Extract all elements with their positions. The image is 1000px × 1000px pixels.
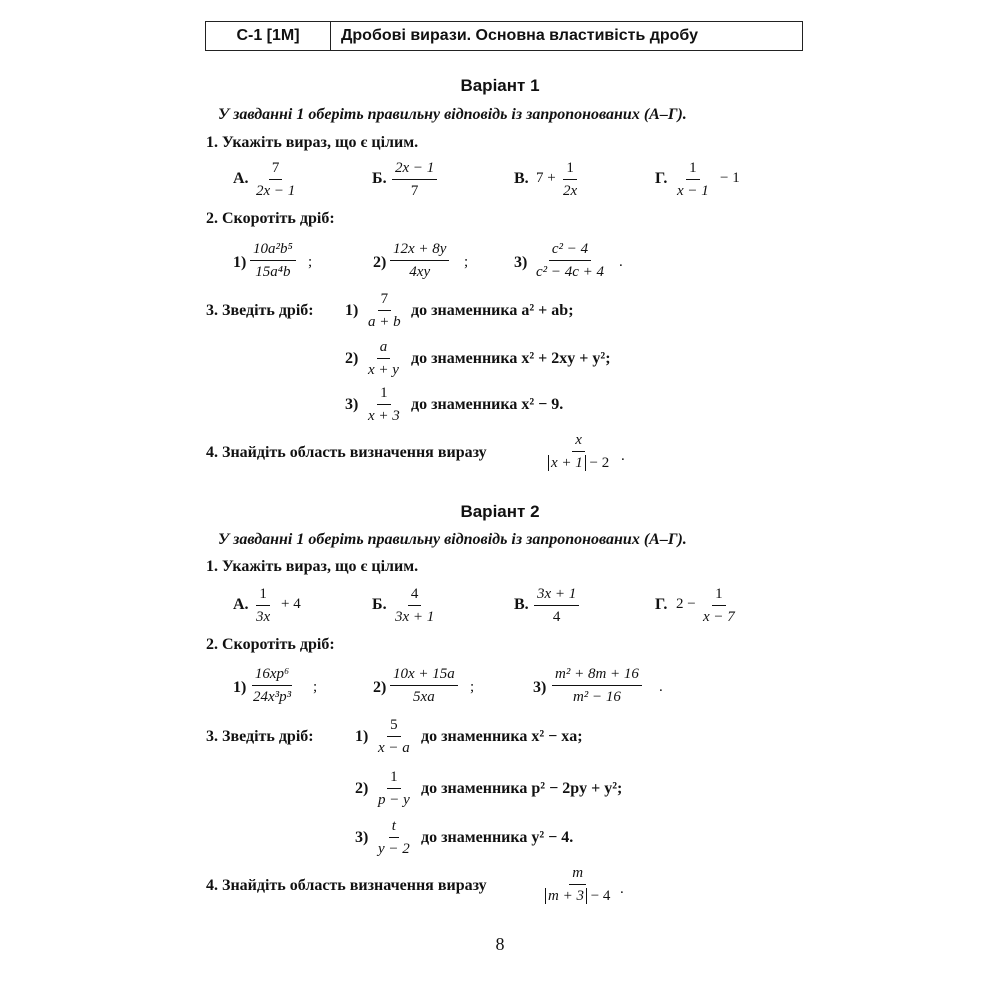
v1-t3-item1-text: до знаменника a² + ab;: [411, 302, 574, 319]
v2-instruction: У завданні 1 оберіть правильну відповідь із запропонованих (А–Г).: [218, 531, 687, 548]
v2-t2-item3-fraction: $\frac{\text{m² + 8m + 16}}{\text{m² − 16}}$: [552, 667, 642, 705]
v1-option-d-label: Г.: [655, 170, 668, 187]
v2-task3-label: 3. Зведіть дріб:: [206, 728, 314, 745]
v1-t2-item2-label: 2): [373, 254, 387, 271]
v2-t3-item3-label: 3): [355, 829, 369, 846]
v1-option-b-fraction: $\frac{2x - 1}{7}$: [392, 161, 437, 199]
v2-t4-abs-value: m + 3: [545, 888, 587, 904]
v2-option-a-fraction: $\frac{1}{3x}$: [256, 586, 271, 625]
v2-task4-label: 4. Знайдіть область визначення виразу: [206, 877, 487, 894]
v1-option-d-fraction: $\frac{1}{x - 1}$: [677, 160, 709, 199]
v2-t2-item1-label: 1): [233, 679, 247, 696]
v2-option-b-fraction: $\frac{4}{3x + 1}$: [395, 586, 435, 625]
v1-t3-item1-fraction: $\frac{7}{a + b}$: [368, 291, 401, 330]
v1-t2-item3-fraction: $\frac{\text{c² − 4}}{\text{c² − 4c + 4}}$: [536, 241, 605, 280]
v2-t2-item1-punct: ;: [313, 679, 318, 695]
v2-t2-item2-fraction: $\frac{10x + 15a}{5xa}$: [390, 667, 458, 705]
v1-option-b-label: Б.: [372, 170, 387, 187]
v2-option-a-label: А.: [233, 596, 249, 613]
v2-t3-item1-label: 1): [355, 728, 369, 745]
v1-t3-item2-fraction: $\frac{a}{x + y}$: [368, 339, 399, 378]
v2-t2-item2-label: 2): [373, 679, 387, 696]
v1-t2-item1-fraction: $\frac{\text{10a²b⁵}}{\text{15a⁴b}}$: [250, 242, 296, 280]
v2-task1-label: 1. Укажіть вираз, що є цілим.: [206, 558, 419, 575]
v1-option-a-label: А.: [233, 170, 249, 187]
v1-task1-label: 1. Укажіть вираз, що є цілим.: [206, 134, 419, 151]
v1-t2-item1-label: 1): [233, 254, 247, 271]
v1-t2-item1-punct: ;: [308, 254, 313, 270]
v1-task3-label: 3. Зведіть дріб:: [206, 302, 314, 319]
v1-option-c-prefix: 7 +: [536, 170, 556, 186]
v2-option-c-fraction: $\frac{3x + 1}{4}$: [534, 587, 579, 625]
section-title: Дробові вирази. Основна властивість дробу: [341, 27, 698, 44]
v1-t3-item3-label: 3): [345, 396, 359, 413]
v2-option-d-prefix: 2 −: [676, 596, 696, 612]
v2-t3-item1-fraction: $\frac{5}{x - a}$: [378, 717, 410, 756]
v2-t2-item1-fraction: $\frac{\text{16xp⁶}}{\text{24x³p³}}$: [253, 666, 292, 705]
v1-option-d-suffix: − 1: [720, 170, 740, 186]
v2-t3-item2-fraction: $\frac{1}{p - y}$: [378, 769, 410, 808]
v2-t3-item3-text: до знаменника y² − 4.: [421, 829, 574, 846]
v1-option-c-label: В.: [514, 170, 529, 187]
v1-instruction: У завданні 1 оберіть правильну відповідь із запропонованих (А–Г).: [218, 106, 687, 123]
v1-t3-item2-text: до знаменника x² + 2xy + y²;: [411, 350, 611, 367]
v2-t2-item3-label: 3): [533, 679, 547, 696]
v1-t2-item3-label: 3): [514, 254, 528, 271]
v2-t3-item1-text: до знаменника x² − xa;: [421, 728, 583, 745]
v2-option-a-suffix: + 4: [281, 596, 301, 612]
v1-t2-item3-punct: .: [619, 254, 623, 270]
v2-option-d-label: Г.: [655, 596, 668, 613]
v2-t4-punct: .: [620, 881, 624, 897]
variant-1-title: Варіант 1: [460, 76, 540, 95]
v2-task2-label: 2. Скоротіть дріб:: [206, 636, 335, 653]
v2-option-d-fraction: $\frac{1}{x - 7}$: [703, 586, 735, 625]
v2-t2-item2-punct: ;: [470, 679, 475, 695]
v1-t4-fraction: $\frac{x}{x + 1 - 2}$: [545, 433, 612, 471]
section-code: С-1 [1М]: [206, 22, 331, 50]
v1-t3-item1-label: 1): [345, 302, 359, 319]
section-header: [205, 21, 803, 51]
v1-t4-abs-value: x + 1: [548, 455, 586, 471]
v2-t3-item3-fraction: $\frac{t}{y - 2}$: [378, 818, 410, 857]
v1-option-a-fraction: $\frac{7}{2x - 1}$: [256, 160, 296, 199]
v1-option-c-fraction: $\frac{1}{2x}$: [563, 160, 578, 199]
v1-task2-label: 2. Скоротіть дріб:: [206, 210, 335, 227]
v1-t2-item2-punct: ;: [464, 254, 469, 270]
v1-t3-item3-text: до знаменника x² − 9.: [411, 396, 564, 413]
page-number: 8: [495, 934, 505, 954]
v1-task4-label: 4. Знайдіть область визначення виразу: [206, 444, 487, 461]
v2-t3-item2-text: до знаменника p² − 2py + y²;: [421, 780, 623, 797]
v1-t2-item2-fraction: $\frac{12x + 8y}{4xy}$: [390, 242, 449, 280]
v2-option-c-label: В.: [514, 596, 529, 613]
v1-t3-item3-fraction: $\frac{1}{x + 3}$: [368, 385, 400, 424]
variant-2-title: Варіант 2: [460, 502, 540, 521]
v2-t2-item3-punct: .: [659, 679, 663, 695]
v2-t4-fraction: $\frac{m}{m + 3 - 4}$: [542, 866, 613, 904]
v2-option-b-label: Б.: [372, 596, 387, 613]
v2-t3-item2-label: 2): [355, 780, 369, 797]
v1-t3-item2-label: 2): [345, 350, 359, 367]
v1-t4-punct: .: [621, 448, 625, 464]
